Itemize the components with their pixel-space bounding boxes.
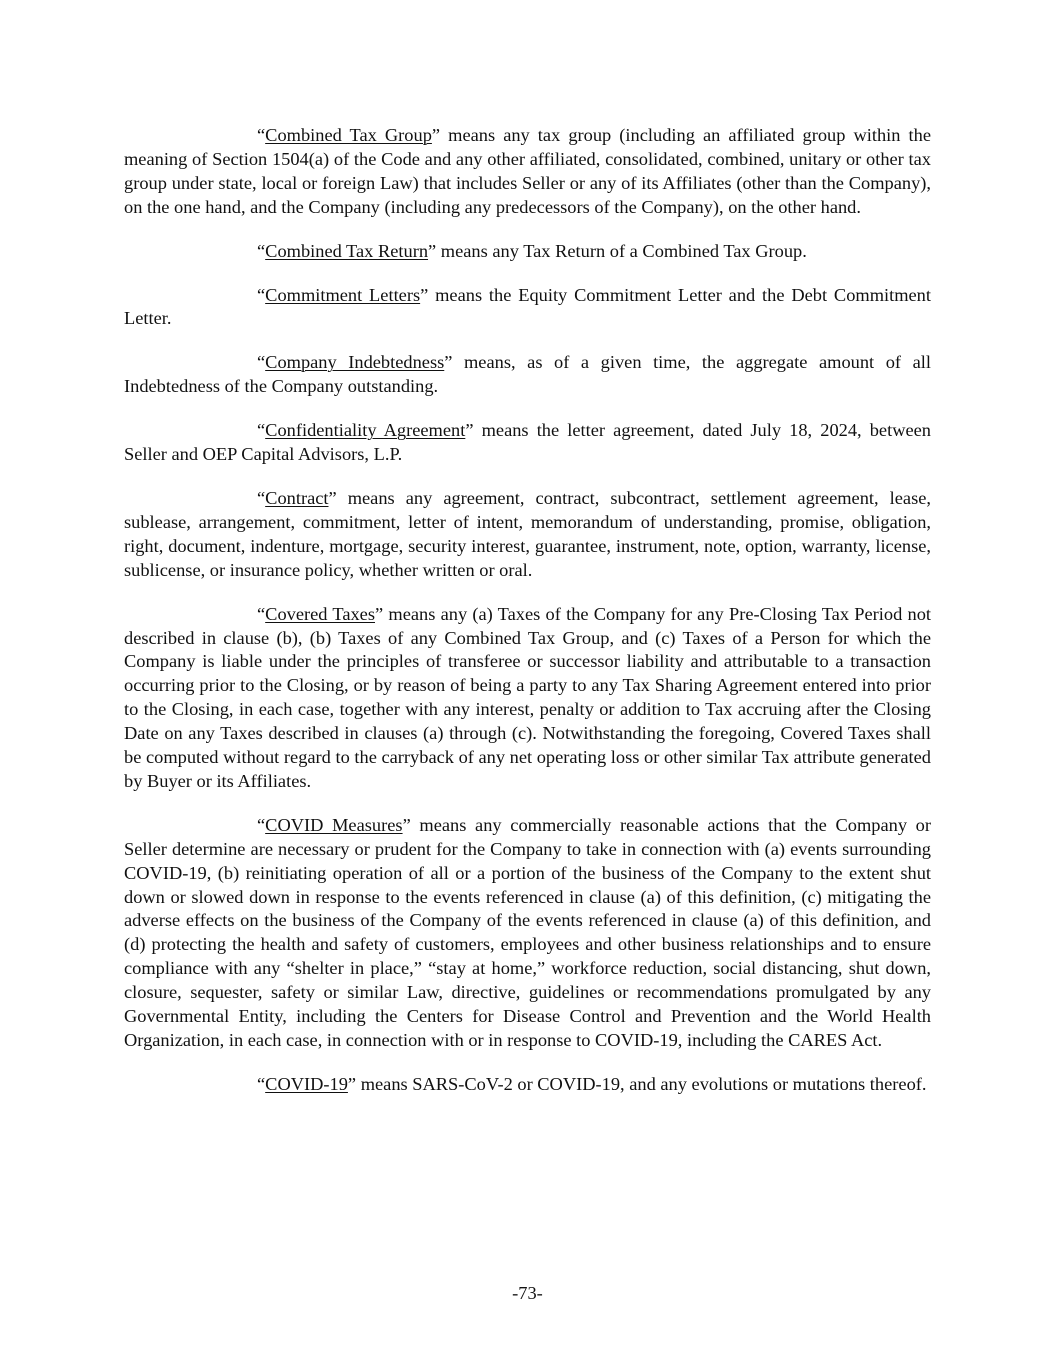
definition-text: means any Tax Return of a Combined Tax Group.: [436, 240, 807, 261]
definition-covid-measures: [124, 814, 931, 1053]
defined-term: Commitment Letters: [265, 284, 421, 305]
close-quote: ”: [347, 1073, 357, 1094]
definition-company-indebtedness: [124, 351, 931, 399]
definition-text: means SARS-CoV-2 or COVID-19, and any evolutions or mutations thereof.: [356, 1073, 927, 1094]
defined-term: Covered Taxes: [265, 603, 375, 624]
open-quote: “: [257, 1073, 266, 1094]
close-quote: ”: [328, 487, 337, 508]
definition-covid-19: [124, 1073, 931, 1097]
page-number: -73-: [512, 1283, 543, 1303]
definition-text: means any commercially reasonable actions that the Company or Seller determine are necessary or prudent for the Company to take in connection with (a) events surrounding COVID-19, (b) reinitiating operation of all or a portion of the business of the Company to the extent shut down or slowed down in response to the events referenced in clause (a) of this definition, (c) mitigating the adverse effects on the business of the Company of the events referenced in clause (a) of this definition, and (d) protecting the health and safety of customers, employees and other business relationships and to ensure compliance with any “shelter in place,” “stay at home,” workforce reduction, social distancing, shut down, closure, sequester, safety or similar Law, directive, guidelines or recommendations promulgated by any Governmental Entity, including the Centers for Disease Control and Prevention and the World Health Organization, in each case, in connection with or in response to COVID-19, including the CARES Act.: [124, 814, 931, 1050]
definition-text: means the letter agreement, dated July 18, 2024, between Seller and OEP Capital Advisors, L.P.: [124, 420, 932, 465]
definition-covered-taxes: [124, 603, 931, 794]
definition-text: means any agreement, contract, subcontract, settlement agreement, lease, sublease, arrangement, commitment, letter of intent, memorandum of understanding, promise, obligation, right, document, indenture, mortgage, security interest, guarantee, instrument, note, option, warranty, license, sublicense, or insurance policy, whether written or oral.: [124, 487, 931, 580]
definition-text: means any (a) Taxes of the Company for any Pre-Closing Tax Period not described in clause (b), (b) Taxes of any Combined Tax Group, and (c) Taxes of a Person for which the Company is liable under the principles of transferee or successor liability and attributable to a transaction occurring prior to the Closing, or by reason of being a party to any Tax Sharing Agreement entered into prior to the Closing, in each case, together with any interest, penalty or addition to Tax accruing after the Closing Date on any Taxes described in clauses (a) through (c). Notwithstanding the foregoing, Covered Taxes shall be computed without regard to the carryback of any net operating loss or other similar Tax attribute generated by Buyer or its Affiliates.: [124, 603, 931, 791]
defined-term: Confidentiality Agreement: [265, 420, 466, 441]
close-quote: ”: [431, 125, 441, 145]
defined-term: COVID-19: [265, 1073, 348, 1094]
definition-text: means, as of a given time, the aggregate amount of all Indebtedness of the Company outstanding.: [124, 352, 931, 397]
open-quote: “: [257, 352, 266, 373]
definition-contract: [124, 487, 931, 583]
definition-commitment-letters: [124, 284, 931, 332]
close-quote: ”: [375, 603, 384, 624]
defined-term: Contract: [265, 487, 329, 508]
close-quote: ”: [420, 284, 429, 305]
open-quote: “: [257, 420, 266, 441]
defined-term: COVID Measures: [265, 814, 403, 835]
definition-combined-tax-return: [124, 240, 931, 264]
definition-confidentiality-agreement: [124, 419, 931, 467]
open-quote: “: [257, 487, 266, 508]
defined-term: Combined Tax Group: [265, 125, 432, 145]
defined-term: Company Indebtedness: [265, 352, 445, 373]
open-quote: “: [257, 603, 266, 624]
close-quote: ”: [428, 240, 437, 261]
open-quote: “: [257, 125, 266, 145]
close-quote: ”: [465, 420, 474, 441]
open-quote: “: [257, 814, 266, 835]
document-body: [124, 124, 931, 1117]
open-quote: “: [257, 284, 266, 305]
close-quote: ”: [402, 814, 411, 835]
defined-term: Combined Tax Return: [265, 240, 429, 261]
definition-combined-tax-group: [124, 124, 931, 220]
definition-text: means any tax group (including an affiliated group within the meaning of Section 1504(a) of the Code and any other affiliated, consolidated, combined, unitary or other tax group under state, local or foreign Law) that includes Seller or any of its Affiliates (other than the Company), on the one hand, and the Company (including any predecessors of the Company), on the other hand.: [124, 125, 931, 217]
close-quote: ”: [444, 352, 453, 373]
definition-text: means the Equity Commitment Letter and the Debt Commitment Letter.: [124, 284, 931, 329]
open-quote: “: [257, 240, 266, 261]
